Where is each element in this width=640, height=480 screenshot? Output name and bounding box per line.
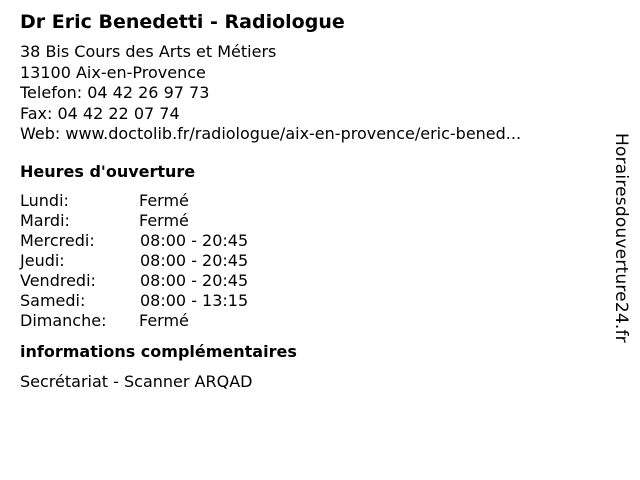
hours-row-tuesday xyxy=(20,211,590,231)
hours-row-wednesday xyxy=(20,231,590,251)
page-title: Dr Eric Benedetti - Radiologue xyxy=(20,11,345,33)
day-label: Vendredi: xyxy=(20,270,96,290)
website-link[interactable]: Web: www.doctolib.fr/radiologue/aix-en-provence/eric-bened... xyxy=(20,124,522,143)
hours-value: 08:00 - 20:45 xyxy=(140,230,249,250)
phone-number[interactable]: Telefon: 04 42 26 97 73 xyxy=(20,83,210,102)
hours-row-sunday xyxy=(20,311,590,331)
day-label: Jeudi: xyxy=(20,250,65,270)
listing-content xyxy=(20,10,590,392)
additional-info-heading: informations complémentaires xyxy=(20,341,297,361)
hours-value: 08:00 - 20:45 xyxy=(140,250,249,270)
address-line-2: 13100 Aix-en-Provence xyxy=(20,62,206,82)
hours-value: 08:00 - 20:45 xyxy=(140,270,249,290)
day-label: Samedi: xyxy=(20,290,86,310)
fax-number: Fax: 04 42 22 07 74 xyxy=(20,103,180,123)
opening-hours-table xyxy=(20,191,590,331)
hours-value: Fermé xyxy=(139,210,189,230)
additional-info-text: Secrétariat - Scanner ARQAD xyxy=(20,371,253,391)
hours-row-saturday xyxy=(20,291,590,311)
hours-value: Fermé xyxy=(139,310,189,330)
day-label: Dimanche: xyxy=(20,310,107,330)
day-label: Mardi: xyxy=(20,210,70,230)
hours-value: 08:00 - 13:15 xyxy=(140,290,249,310)
hours-row-monday xyxy=(20,191,590,211)
hours-row-thursday xyxy=(20,251,590,271)
site-watermark: Horairesdouverture24.fr xyxy=(611,133,631,343)
opening-hours-heading: Heures d'ouverture xyxy=(20,161,196,181)
hours-value: Fermé xyxy=(139,190,189,210)
day-label: Mercredi: xyxy=(20,230,95,250)
contact-info xyxy=(20,42,590,145)
day-label: Lundi: xyxy=(20,190,69,210)
hours-row-friday xyxy=(20,271,590,291)
address-line-1: 38 Bis Cours des Arts et Métiers xyxy=(20,42,277,61)
